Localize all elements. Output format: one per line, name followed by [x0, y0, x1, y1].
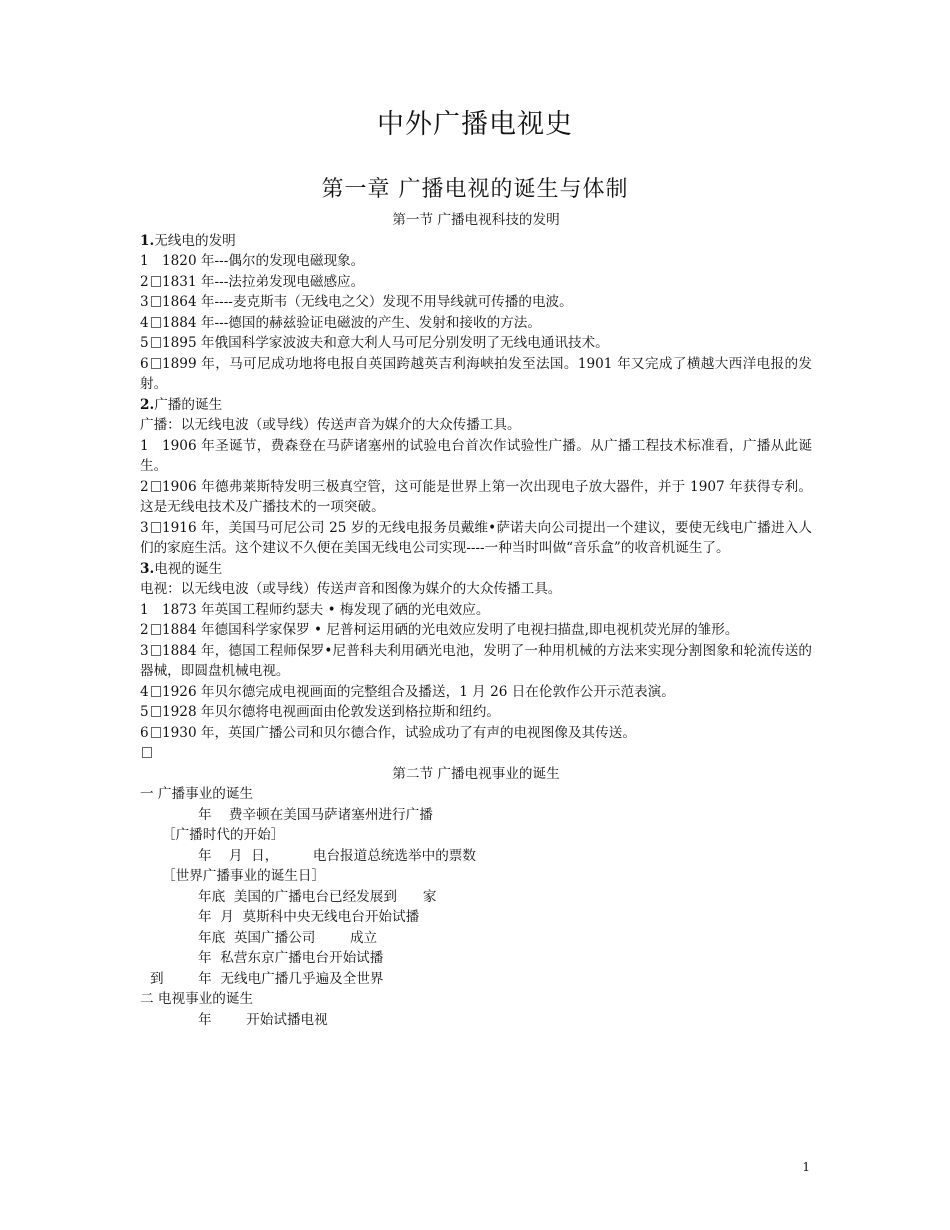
list-item-number-text: 1	[140, 601, 149, 618]
subsection-number: 3.	[140, 560, 155, 577]
empty-box-glyph	[151, 645, 161, 656]
tv-birth-list	[140, 600, 812, 744]
list-item-number-text: 5	[140, 335, 149, 351]
list-item-number	[140, 436, 162, 457]
empty-box-glyph	[151, 337, 161, 348]
page-number: 1	[802, 1160, 810, 1174]
timeline-line: 年底 美国的广播电台已经发展到 家	[198, 888, 437, 905]
subsection-number: 1.	[140, 232, 155, 249]
list-item-text: 1884 年德国科学家保罗 • 尼普柯运用硒的光电效应发明了电视扫描盘,即电视机荧光屏的雏形。	[162, 622, 739, 638]
list-item-number-text: 5	[140, 704, 149, 720]
definition-text: 广播：以无线电波（或导线）传送声音为媒介的大众传播工具。	[140, 417, 521, 433]
list-item	[140, 313, 812, 334]
list-item-text: 1906 年圣诞节，费森登在马萨诸塞州的试验电台首次作试验性广播。从广播工程技术标准看，广播从此诞生。	[140, 437, 812, 474]
empty-box-glyph	[151, 481, 161, 492]
list-item-number	[140, 354, 162, 375]
list-item-number	[140, 292, 162, 313]
empty-box-glyph	[151, 358, 161, 369]
empty-box-glyph	[151, 276, 161, 287]
list-item	[140, 723, 812, 744]
subsection-label: 无线电的发明	[154, 232, 236, 249]
list-item	[140, 272, 812, 293]
tv-timeline	[140, 1010, 812, 1031]
subsection-label: 电视的诞生	[154, 560, 223, 577]
list-item-number	[140, 272, 162, 293]
list-item-number-text: 1	[140, 437, 149, 454]
subsection-label: 广播的诞生	[154, 396, 223, 413]
list-item-text: 1884 年，德国工程师保罗•尼普科夫利用硒光电池，发明了一种用机械的方法来实现分割图象和轮流传送的器械，即圆盘机械电视。	[140, 642, 812, 679]
list-item	[140, 333, 812, 354]
empty-box-glyph	[151, 296, 161, 307]
list-item-number	[140, 723, 162, 744]
timeline-line: 年 费辛顿在美国马萨诸塞州进行广播	[198, 806, 433, 823]
list-item	[140, 702, 812, 723]
list-item-number	[140, 682, 162, 703]
list-item-text: 1864 年----麦克斯韦（无线电之父）发现不用导线就可传播的电波。	[162, 294, 573, 310]
empty-box-glyph	[142, 747, 152, 758]
list-item-number	[140, 641, 162, 662]
timeline-line: 到 年 无线电广播几乎遍及全世界	[150, 970, 384, 987]
subsection-number: 2.	[140, 396, 155, 413]
list-item-text: 1895 年俄国科学家波波夫和意大利人马可尼分别发明了无线电通讯技术。	[162, 335, 609, 351]
broadcast-timeline	[140, 805, 812, 990]
list-item-number-text: 2	[140, 622, 149, 638]
list-item-number	[140, 620, 162, 641]
empty-box-glyph	[151, 522, 161, 533]
timeline-line: ［广播时代的开始］	[162, 827, 285, 843]
list-item	[140, 292, 812, 313]
subsection-heading	[140, 395, 812, 416]
subsection-heading	[140, 559, 812, 580]
timeline-line: ［世界广播事业的诞生日］	[162, 868, 326, 884]
list-item-number-text: 6	[140, 724, 149, 741]
list-item-text: 1899 年，马可尼成功地将电报自英国跨越英吉利海峡拍发至法国。1901 年又完成了横越大西洋电报的发射。	[140, 355, 812, 392]
list-item-number	[140, 477, 162, 498]
empty-box-glyph	[151, 317, 161, 328]
definition-text: 电视：以无线电波（或导线）传送声音和图像为媒介的大众传播工具。	[140, 581, 562, 597]
list-item-number-text: 4	[140, 314, 149, 331]
empty-box-glyph	[151, 624, 161, 635]
list-item	[140, 620, 812, 641]
timeline-line: 年 月 日， 电台报道总统选举中的票数	[198, 847, 476, 864]
list-item	[140, 354, 812, 395]
list-item-text: 1916 年，美国马可尼公司 25 岁的无线电报务员戴维•萨诺夫向公司提出一个建议，要使无线电广播进入人们的家庭生活。这个建议不久便在美国无线电公司实现----一种当时叫做“音乐盒”的收音机诞生了。	[140, 519, 812, 556]
part-heading: 一 广播事业的诞生	[140, 786, 254, 802]
list-item-number	[140, 313, 162, 334]
list-item-text: 1820 年---偶尔的发现电磁现象。	[162, 253, 365, 269]
list-item-text: 1928 年贝尔德将电视画面由伦敦发送到格拉斯和纽约。	[162, 704, 500, 720]
radio-invention-list	[140, 251, 812, 395]
timeline-line: 年底 英国广播公司 成立	[198, 929, 378, 946]
list-item-number	[140, 702, 162, 723]
list-item-number-text: 3	[140, 642, 149, 659]
empty-box-glyph	[151, 727, 161, 738]
list-item-number	[140, 600, 162, 621]
document-title: 中外广播电视史	[377, 109, 573, 140]
list-item-number-text: 1	[140, 253, 149, 269]
list-item-number-text: 2	[140, 478, 149, 495]
list-item	[140, 600, 812, 621]
chapter-heading: 第一章 广播电视的诞生与体制	[321, 177, 629, 202]
list-item-number-text: 6	[140, 355, 149, 372]
empty-marker-line	[140, 743, 812, 764]
list-item	[140, 477, 812, 518]
section-heading: 第一节 广播电视科技的发明	[392, 212, 560, 228]
list-item	[140, 641, 812, 682]
document-body	[140, 210, 812, 1030]
timeline-line: 年 开始试播电视	[198, 1011, 328, 1028]
list-item	[140, 518, 812, 559]
subsection-heading	[140, 231, 812, 252]
list-item	[140, 436, 812, 477]
list-item-text: 1930 年，英国广播公司和贝尔德合作，试验成功了有声的电视图像及其传送。	[162, 724, 636, 741]
section-heading: 第二节 广播电视事业的诞生	[392, 765, 560, 782]
empty-box-glyph	[151, 686, 161, 697]
list-item-number	[140, 333, 162, 354]
list-item	[140, 682, 812, 703]
list-item-number-text: 3	[140, 294, 149, 310]
list-item-number-text: 4	[140, 683, 149, 700]
timeline-line: 年 月 莫斯科中央无线电台开始试播	[198, 909, 420, 925]
list-item	[140, 251, 812, 272]
list-item-number	[140, 518, 162, 539]
list-item-number-text: 2	[140, 273, 149, 290]
list-item-number	[140, 251, 162, 272]
list-item-text: 1906 年德弗莱斯特发明三极真空管，这可能是世界上第一次出现电子放大器件，并于 1907 年获得专利。这是无线电技术及广播技术的一项突破。	[140, 478, 812, 515]
empty-box-glyph	[151, 706, 161, 717]
list-item-text: 1873 年英国工程师约瑟夫 • 梅发现了硒的光电效应。	[162, 601, 490, 618]
broadcast-birth-list	[140, 436, 812, 559]
timeline-line: 年 私营东京广播电台开始试播	[198, 950, 384, 966]
list-item-text: 1884 年---德国的赫兹验证电磁波的产生、发射和接收的方法。	[162, 314, 541, 331]
list-item-text: 1926 年贝尔德完成电视画面的完整组合及播送，1 月 26 日在伦敦作公开示范表演。	[162, 683, 675, 700]
list-item-text: 1831 年---法拉弟发现电磁感应。	[162, 273, 365, 290]
list-item-number-text: 3	[140, 519, 149, 536]
part-heading: 二 电视事业的诞生	[140, 991, 254, 1007]
